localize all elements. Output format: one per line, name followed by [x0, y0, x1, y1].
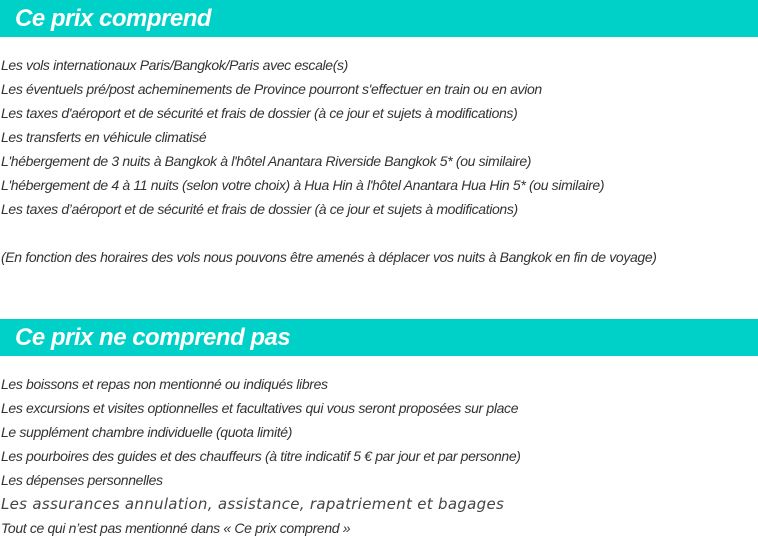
list-item: Les dépenses personnelles: [1, 472, 163, 488]
excluded-list: [1, 372, 521, 540]
list-item: Les taxes d’aéroport et de sécurité et frais de dossier (à ce jour et sujets à modifications): [1, 201, 518, 217]
excluded-title: Ce prix ne comprend pas: [15, 323, 291, 351]
list-item: Le supplément chambre individuelle (quota limité): [1, 424, 293, 440]
included-title: Ce prix comprend: [15, 4, 212, 32]
spacer: [1, 221, 657, 245]
list-item: L'hébergement de 3 nuits à Bangkok à l'hôtel Anantara Riverside Bangkok 5* (ou similaire): [1, 153, 532, 169]
included-list: [1, 53, 657, 269]
included-header: [0, 0, 758, 37]
list-item: Les taxes d'aéroport et de sécurité et frais de dossier (à ce jour et sujets à modifications): [1, 105, 518, 121]
list-item: Les transferts en véhicule climatisé: [1, 129, 207, 145]
list-item: Les pourboires des guides et des chauffeurs (à titre indicatif 5 € par jour et par personne): [1, 448, 521, 464]
list-item: Les boissons et repas non mentionné ou indiqués libres: [1, 376, 328, 392]
list-item: Les éventuels pré/post acheminements de Province pourront s'effectuer en train ou en avion: [1, 81, 542, 97]
list-item: L'hébergement de 4 à 11 nuits (selon votre choix) à Hua Hin à l'hôtel Anantara Hua Hin 5* (ou similaire): [1, 177, 605, 193]
list-item: Les vols internationaux Paris/Bangkok/Paris avec escale(s): [1, 57, 348, 73]
list-item: Les assurances annulation, assistance, rapatriement et bagages: [1, 495, 505, 513]
list-item: Tout ce qui n’est pas mentionné dans « Ce prix comprend »: [1, 520, 351, 536]
included-note: (En fonction des horaires des vols nous pouvons être amenés à déplacer vos nuits à Bangkok en fin de voyage): [1, 249, 657, 265]
list-item: Les excursions et visites optionnelles et facultatives qui vous seront proposées sur place: [1, 400, 519, 416]
excluded-header: [0, 319, 758, 356]
